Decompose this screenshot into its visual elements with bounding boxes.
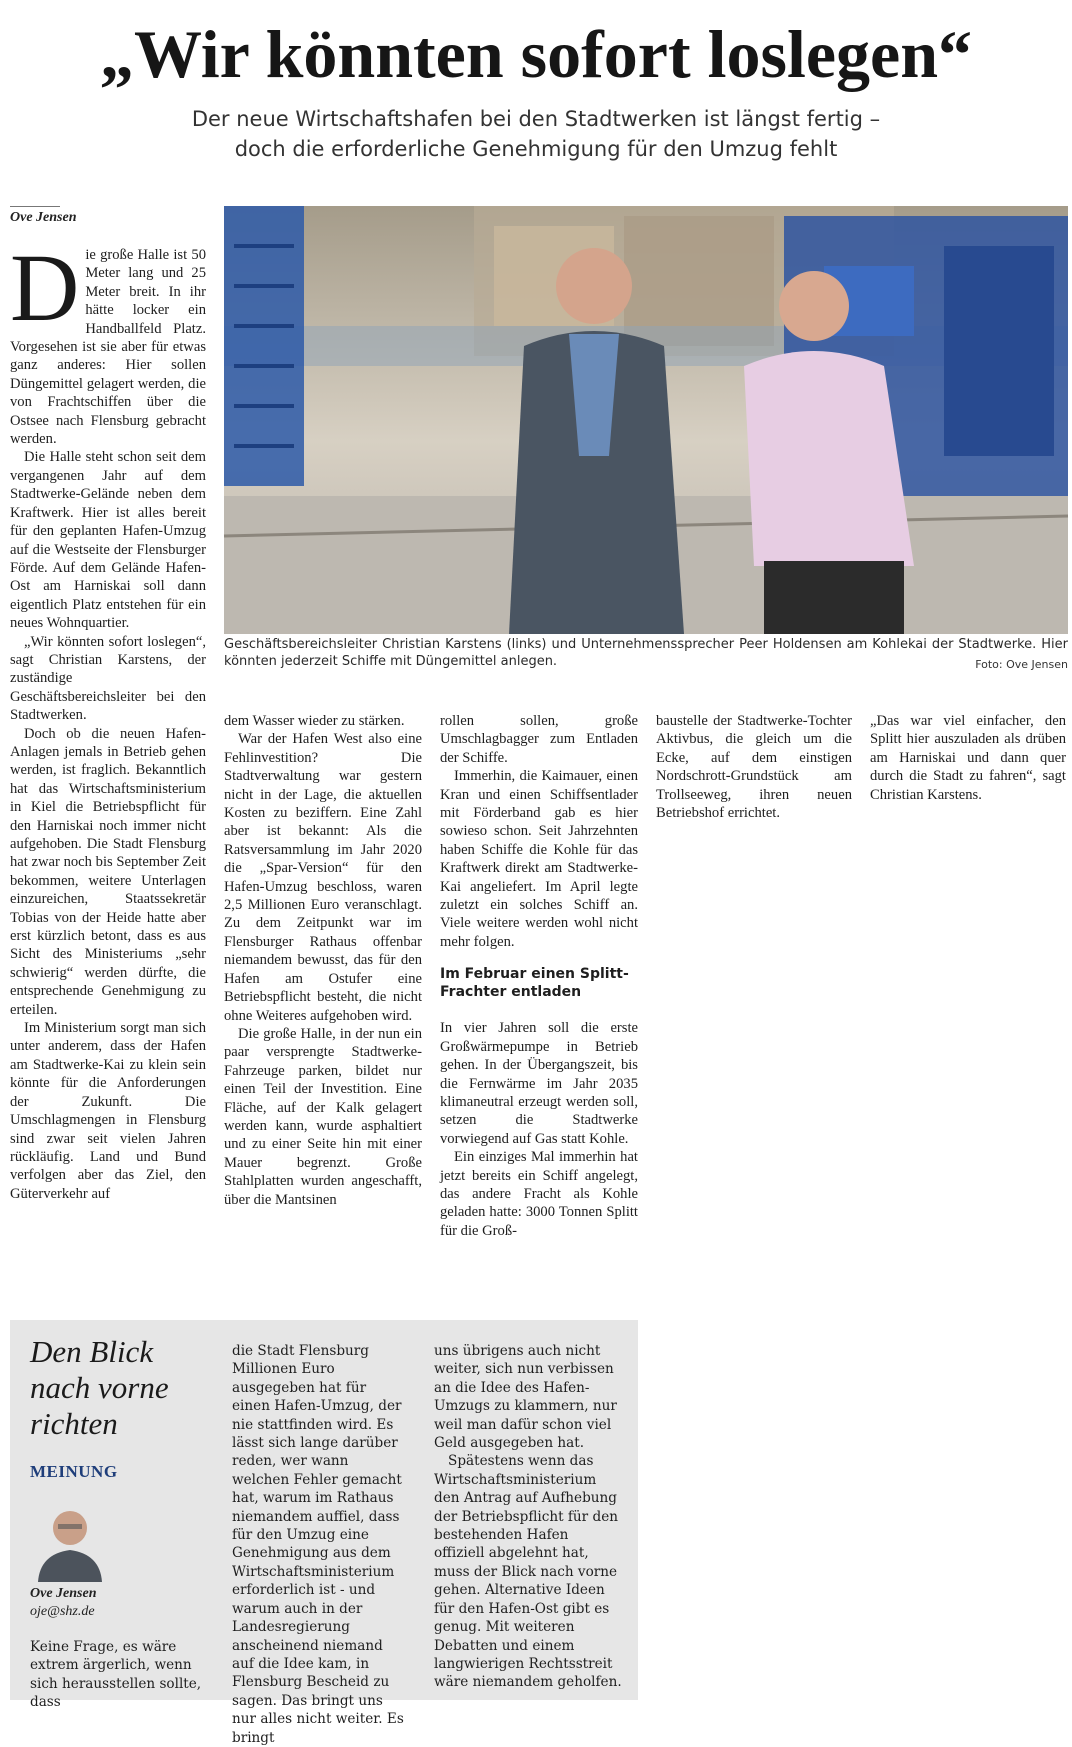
paragraph: baustelle der Stadtwerke-Tochter Aktivbus, die gleich um die Ecke, auf dem einstigen Nordschrott-Grundstück am Trollseeweg, ihren neuen Betriebshof errichtet. [656,713,852,822]
author-portrait [30,1498,110,1582]
opinion-column-1 [30,1638,206,1712]
byline-rule [10,206,60,207]
photo-caption: Geschäftsbereichsleiter Christian Karstens (links) und Unternehmenssprecher Peer Holdensen am Kohlekai der Stadtwerke. Hier könnten jederzeit Schiffe mit Düngemittel anlegen. [224,637,1068,669]
article-headline: „Wir könnten sofort loslegen“ [99,16,973,92]
paragraph: ie große Halle ist 50 Meter lang und 25 Meter breit. In ihr hätte locker ein Handballfeld Platz. Vorgesehen ist sie aber für etwas ganz anderes: Hier sollen Düngemittel gelagert werden, die von Frachtschiffen über die Ostsee nach Flensburg gebracht werden. [10,247,206,448]
paragraph: In vier Jahren soll die erste Großwärmepumpe in Betrieb gehen. In der Übergangszeit, bis die Fernwärme im Jahr 2035 klimaneutral erzeugt werden soll, setzen die Stadtwerke vorwiegend auf Gas statt Kohle. [440,1020,638,1147]
subhead-line-2: doch die erforderliche Genehmigung für den Umzug fehlt [234,137,838,161]
article-photo [224,206,1068,634]
paragraph: Die Halle steht schon seit dem vergangenen Jahr auf dem Stadtwerke-Gelände neben dem Kraftwerk. Hier ist alles bereit für den geplanten Hafen-Umzug auf die Westseite der Flensburger Förde. Auf dem Gelände Hafen-Ost am Harniskai soll dann eigentlich Platz entstehen für ein neues Wohnquartier. [10,449,206,632]
article-column-1 [10,234,206,1203]
article-column-5 [870,712,1066,804]
article-subhead [0,104,1072,164]
paragraph: uns übrigens auch nicht weiter, sich nun verbissen an die Idee des Hafen-Umzugs zu klammern, nur weil man dafür schon viel Geld ausgegeben hat. [434,1343,617,1452]
opinion-title: Den Blick nach vorne richten [30,1334,169,1441]
paragraph: Ein einziges Mal immerhin hat jetzt bereits ein Schiff angelegt, das andere Fracht als Kohle geladen hatte: 3000 Tonnen Splitt für die Groß- [440,1149,638,1239]
photo-illustration [224,206,1068,634]
opinion-column-3 [434,1342,622,1692]
paragraph: „Das war viel einfacher, den Splitt hier auszuladen als drüben am Harniskai und dann quer durch die Stadt zu fahren“, sagt Christian Karstens. [870,713,1066,803]
subhead-line-1: Der neue Wirtschaftshafen bei den Stadtwerken ist längst fertig – [191,107,881,131]
paragraph: Die große Halle, in der nun ein paar versprengte Stadtwerke-Fahrzeuge parken, bildet nur einen Teil der Investition. Eine Fläche, auf der Kalk gelagert werden kann, wurde asphaltiert und zu einer Seite hin mit einer Mauer begrenzt. Große Stahlplatten wurden angeschafft, über die Mantsinen [224,1025,422,1208]
opinion-kicker: MEINUNG [30,1462,118,1481]
opinion-box [10,1320,638,1746]
paragraph: Doch ob die neuen Hafen-Anlagen jemals in Betrieb gehen werden, ist fraglich. Bekanntlich hat das Wirtschaftsministerium in Kiel die Betriebspflicht für den Harniskai noch immer nicht aufgehoben. Die Stadt Flensburg hat zwar noch bis September Zeit bekommen, weitere Unterlagen einzureichen, Staatssekretär Tobias von der Heide hatte aber erst kürzlich betont, dass es aus Sicht des Ministeriums „sehr schwierig“ werden dürfte, die entsprechende Genehmigung zu erteilen. [10,725,206,1018]
portrait-illustration [30,1498,110,1582]
paragraph: War der Hafen West also eine Fehlinvestition? Die Stadtverwaltung war gestern nicht in der Lage, die aktuellen Kosten zu beziffern. Eine Zahl aber ist bekannt: Als die Ratsversammlung im Jahr 2020 die „Spar-Version“ für den Hafen-Umzug beschloss, waren 2,5 Millionen Euro veranschlagt. Zu dem Zeitpunkt war im Flensburger Rathaus offenbar niemandem bewusst, das für den Hafen am Ostufer eine Betriebspflicht besteht, die nicht ohne Weiteres aufgehoben wird. [224,731,422,1024]
paragraph: dem Wasser wieder zu stärken. [224,713,405,729]
opinion-email[interactable]: oje@shz.de [30,1604,95,1619]
paragraph: die Stadt Flensburg Millionen Euro ausgegeben hat für einen Hafen-Umzug, der nie stattfinden wird. Es lässt sich lange darüber reden, wer wann welchen Fehler gemacht hat, warum im Rathaus niemandem auffiel, dass für den Umzug eine Genehmigung aus dem Wirtschaftsministerium erforderlich ist - und warum auch in der Landesregierung anscheinend niemand auf die Idee kam, in Flensburg Bescheid zu sagen. Das bringt uns nur alles nicht weiter. Es bringt [232,1343,404,1746]
opinion-author: Ove Jensen [30,1586,97,1601]
paragraph: Im Ministerium sorgt man sich unter anderem, dass der Hafen am Stadtwerke-Kai zu klein sein könnte für die Anforderungen der Zukunft. Die Umschlagmengen in Flensburg sind zwar seit vielen Jahren rückläufig. Land und Bund verfolgen aber das Ziel, den Güterverkehr auf [10,1020,206,1202]
article-column-4 [656,712,852,822]
photo-credit: Foto: Ove Jensen [975,658,1068,671]
article-column-3 [440,712,638,1240]
paragraph: „Wir könnten sofort loslegen“, sagt Christian Karstens, der zuständige Geschäftsbereichsleiter bei den Stadtwerken. [10,633,206,724]
paragraph: rollen sollen, große Umschlagbagger zum Entladen der Schiffe. [440,713,638,766]
paragraph: Keine Frage, es wäre extrem ärgerlich, wenn sich herausstellen sollte, dass [30,1639,202,1711]
drop-cap: D [10,234,80,341]
article-subheading: Im Februar einen Splitt-Frachter entladen [440,966,629,1001]
article-byline: Ove Jensen [10,210,77,225]
article-column-2 [224,712,422,1209]
paragraph: Immerhin, die Kaimauer, einen Kran und einen Schiffsentlader mit Förderband gab es hier sowieso schon. Seit Jahrzehnten haben Schiffe die Kohle für das Kraftwerk direkt am Stadtwerke-Kai angeliefert. Im April legte zuletzt ein solches Schiff an. Viele weitere werden wohl nicht mehr folgen. [440,768,638,950]
paragraph: Spätestens wenn das Wirtschaftsministerium den Antrag auf Aufhebung der Betriebspflicht für den bestehenden Hafen offiziell abgelehnt hat, muss der Blick nach vorne gehen. Alternative Ideen für den Hafen-Ost gibt es genug. Mit weiteren Debatten und einem langwierigen Rechtsstreit wäre niemandem geholfen. [434,1453,622,1691]
opinion-column-2 [232,1342,408,1747]
